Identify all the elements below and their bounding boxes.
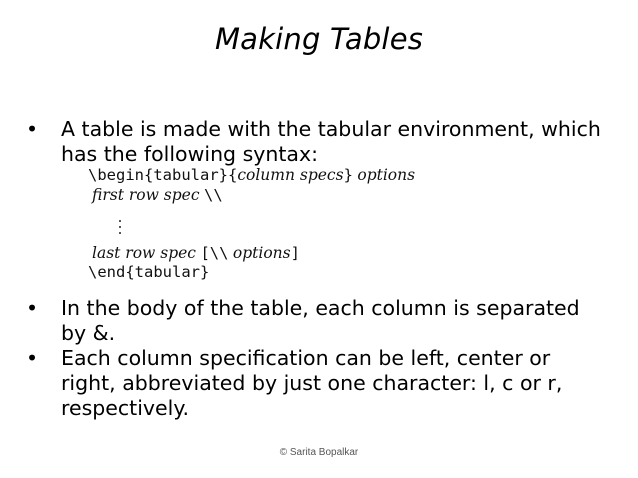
last-row-open: [\\ bbox=[200, 243, 229, 262]
bullet-text: A table is made with the tabular environment, which has the following syntax: bbox=[61, 117, 601, 166]
syntax-begin-line bbox=[88, 166, 448, 186]
close-brace: } bbox=[343, 166, 353, 184]
begin-options: options bbox=[357, 166, 416, 184]
bullet-item bbox=[26, 296, 606, 346]
last-row-close: ] bbox=[290, 243, 300, 262]
first-row-spec: first row spec bbox=[92, 185, 200, 204]
last-row-spec: last row spec bbox=[92, 243, 196, 262]
syntax-spacer bbox=[88, 205, 448, 225]
begin-command: \begin{tabular}{ bbox=[88, 166, 238, 184]
syntax-end-line bbox=[88, 263, 448, 283]
last-row-options: options bbox=[232, 243, 291, 262]
bullet-icon: • bbox=[26, 346, 39, 370]
copyright-footer: © Sarita Bopalkar bbox=[279, 447, 359, 458]
syntax-last-row-line bbox=[92, 244, 448, 264]
bullet-text: In the body of the table, each column is separated by &. bbox=[61, 296, 580, 345]
end-command: \end{tabular} bbox=[88, 263, 210, 281]
bullet-item bbox=[26, 117, 606, 167]
vertical-ellipsis-icon bbox=[118, 220, 124, 238]
slide-title: Making Tables bbox=[214, 22, 424, 56]
bullet-icon: • bbox=[26, 117, 39, 141]
row-end: \\ bbox=[203, 185, 223, 204]
bullet-item bbox=[26, 346, 606, 421]
bullet-icon: • bbox=[26, 296, 39, 320]
tabular-syntax-block bbox=[88, 166, 448, 283]
syntax-first-row-line bbox=[92, 186, 448, 206]
column-specs: column specs bbox=[237, 166, 344, 184]
bullet-text: Each column specification can be left, center or right, abbreviated by just one character: l, c or r, respectively. bbox=[61, 346, 563, 420]
